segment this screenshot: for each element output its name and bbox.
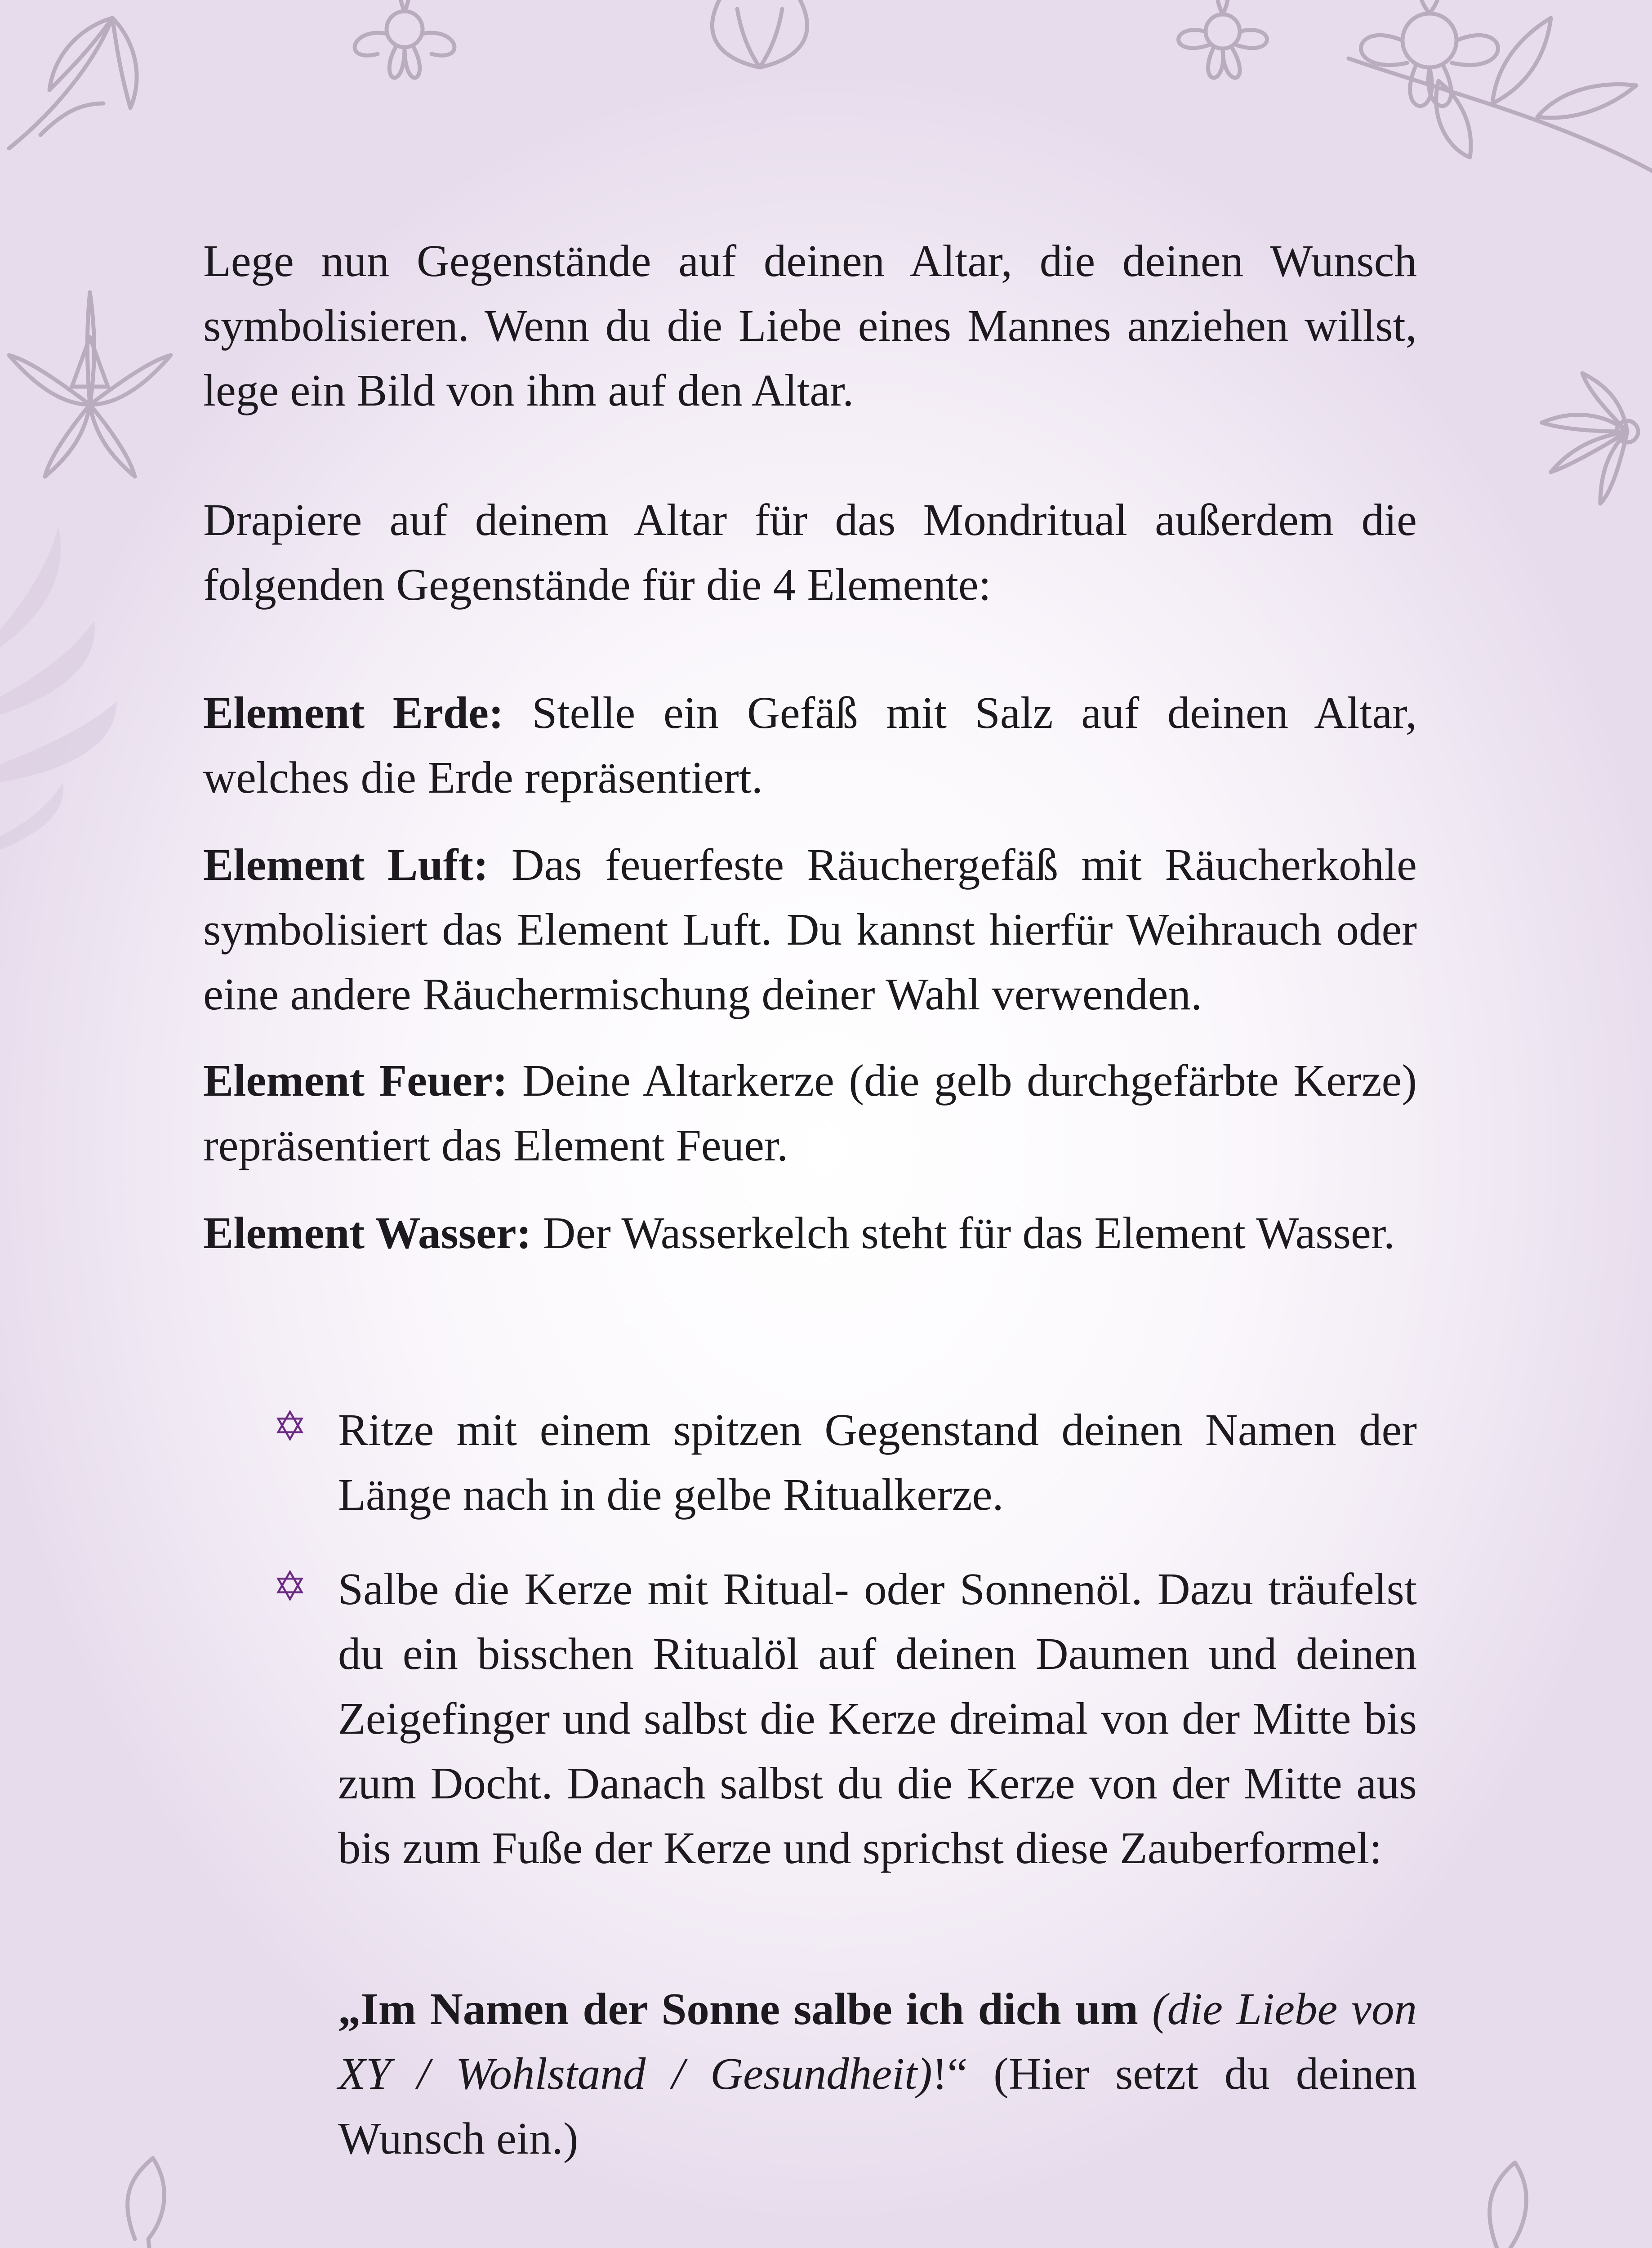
step-text: Salbe die Kerze mit Ritual- oder Sonnenöl. Dazu träufelst du ein bisschen Ritualöl auf deinen Daumen und deinen Zeigefinger und salbst die Kerze dreimal von der Mitte bis zum Docht. Danach salbst du die Kerze von der Mitte aus bis zum Fuße der Kerze und sprichst diese Zauberformel: <box>338 1564 1417 1873</box>
drape-paragraph-text: Drapiere auf deinem Altar für das Mondritual außerdem die folgenden Gegenstände für die 4 Elemente: <box>203 495 1417 610</box>
element-label: Element Wasser: <box>203 1208 532 1258</box>
element-description: Das feuerfeste Räuchergefäß mit Räucherkohle symbolisiert das Element Luft. Du kannst hierfür Weihrauch oder eine andere Räuchermischung deiner Wahl verwenden. <box>203 839 1417 1019</box>
incantation-italic: (die Liebe von XY / Wohlstand / Gesundheit) <box>338 1984 1417 2099</box>
element-description: Stelle ein Gefäß mit Salz auf deinen Altar, welches die Erde repräsentiert. <box>203 687 1417 803</box>
element-fire <box>203 1048 1417 1178</box>
element-label: Element Luft: <box>203 839 489 890</box>
step-item <box>338 1557 1417 1880</box>
intro-paragraph-text: Lege nun Gegenstände auf deinen Altar, die deinen Wunsch symbolisieren. Wenn du die Liebe eines Mannes anziehen willst, lege ein Bild von ihm auf den Altar. <box>203 236 1417 415</box>
step-text: Ritze mit einem spitzen Gegenstand deinen Namen der Länge nach in die gelbe Ritualkerze. <box>338 1405 1417 1520</box>
incantation-rest: !“ (Hier setzt du deinen Wunsch ein.) <box>338 2048 1417 2163</box>
drape-paragraph <box>203 487 1417 617</box>
incantation <box>338 1976 1417 2171</box>
element-description: Der Wasserkelch steht für das Element Wasser. <box>531 1208 1395 1258</box>
element-air <box>203 832 1417 1026</box>
element-label: Element Erde: <box>203 687 504 738</box>
element-label: Element Feuer: <box>203 1055 508 1106</box>
star-of-david-icon: ✡ <box>272 1404 307 1450</box>
step-item <box>338 1397 1417 1527</box>
star-of-david-icon: ✡ <box>272 1564 307 1610</box>
intro-paragraph <box>203 228 1417 423</box>
element-description: Deine Altarkerze (die gelb durchgefärbte Kerze) repräsentiert das Element Feuer. <box>203 1055 1417 1170</box>
element-water <box>203 1200 1417 1265</box>
incantation-bold: „Im Namen der Sonne salbe ich dich um <box>338 1984 1152 2034</box>
element-earth <box>203 680 1417 810</box>
